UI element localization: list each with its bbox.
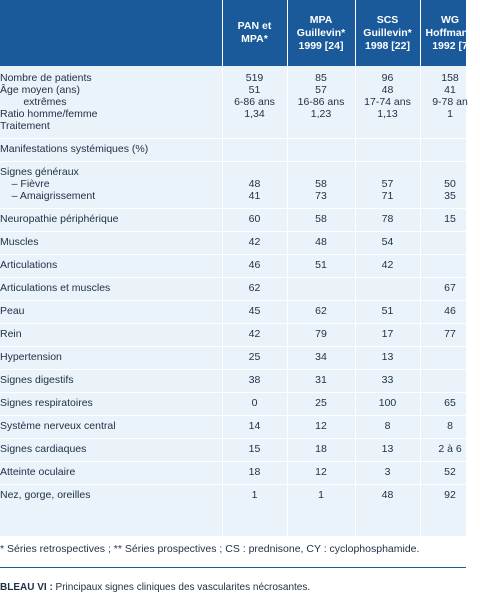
row-divider	[0, 461, 466, 462]
row-divider	[0, 231, 466, 232]
row-label: Manifestations systémiques (%)	[0, 143, 149, 155]
cell-wg: 8	[447, 420, 453, 432]
table-row	[0, 443, 466, 455]
cell-scs: 1,13	[377, 108, 398, 120]
table-row	[0, 305, 466, 317]
table-row	[0, 466, 466, 478]
table-row	[0, 282, 466, 294]
cell-wg: 2 à 6	[438, 443, 462, 455]
cell-wg: 50	[444, 178, 456, 190]
cell-scs: 8	[384, 420, 391, 432]
table-row	[0, 84, 466, 96]
row-label: Nez, gorge, oreilles	[0, 489, 91, 501]
table-row	[0, 120, 466, 132]
cell-pan: 42	[248, 236, 261, 248]
row-label: Signes généraux	[0, 166, 79, 178]
table-row	[0, 397, 466, 409]
cell-pan: 15	[248, 443, 261, 455]
cell-wg: 15	[444, 213, 456, 225]
table-row	[0, 259, 466, 271]
row-label: Signes respiratoires	[0, 397, 93, 409]
cell-scs: 17	[381, 328, 394, 340]
cell-wg: 92	[444, 489, 456, 501]
cell-pan: 0	[251, 397, 258, 409]
cell-mpa: 31	[315, 374, 327, 386]
cell-wg: 41	[444, 84, 456, 96]
cell-scs: 78	[381, 213, 394, 225]
cell-wg: 65	[444, 397, 456, 409]
row-label: Ratio homme/femme	[0, 108, 98, 120]
cell-mpa: 58	[315, 213, 327, 225]
cell-mpa: 1,23	[310, 108, 332, 120]
column-header-scs: SCS Guillevin* 1998 [22]	[363, 13, 412, 52]
row-label: Rein	[0, 328, 22, 340]
row-label: – Fièvre	[0, 178, 50, 190]
row-label: Peau	[0, 305, 25, 317]
table-row	[0, 374, 466, 386]
row-divider	[0, 208, 466, 209]
cell-pan: 45	[248, 305, 261, 317]
row-label: Hypertension	[0, 351, 62, 363]
cell-pan: 6-86 ans	[234, 96, 275, 108]
cell-pan: 46	[248, 259, 261, 271]
row-divider	[0, 484, 466, 485]
cell-mpa: 48	[315, 236, 327, 248]
cell-scs: 71	[381, 190, 394, 202]
cell-mpa: 57	[315, 84, 327, 96]
row-divider	[0, 138, 466, 139]
cell-pan: 14	[248, 420, 261, 432]
cell-scs: 96	[381, 72, 394, 84]
row-label: Nombre de patients	[0, 72, 92, 84]
table-row	[0, 166, 466, 178]
row-divider	[0, 277, 466, 278]
row-label: Atteinte oculaire	[0, 466, 76, 478]
cell-pan: 1	[251, 489, 258, 501]
cell-scs: 54	[381, 236, 394, 248]
column-header-wg: WG Hoffmann 1992 [7	[425, 13, 475, 52]
row-label: Articulations et muscles	[0, 282, 111, 294]
table-row	[0, 489, 466, 501]
cell-scs: 100	[378, 397, 397, 409]
cell-wg: 35	[444, 190, 456, 202]
cell-scs: 42	[381, 259, 394, 271]
row-label: Âge moyen (ans)	[0, 84, 80, 96]
cell-pan: 38	[248, 374, 261, 386]
cell-wg: 77	[444, 328, 456, 340]
row-divider	[0, 369, 466, 370]
table-row	[0, 351, 466, 363]
row-divider	[0, 392, 466, 393]
cell-scs: 3	[384, 466, 391, 478]
row-label: extrêmes	[0, 96, 67, 108]
table-row	[0, 72, 466, 84]
cell-mpa: 58	[315, 178, 327, 190]
caption-label: BLEAU VI :	[0, 582, 53, 593]
row-label: Signes cardiaques	[0, 443, 87, 455]
cell-wg: 52	[444, 466, 456, 478]
table-row	[0, 420, 466, 432]
table-footnote: * Séries retrospectives ; ** Séries prospectives ; CS : prednisone, CY : cyclophosphamide.	[0, 543, 420, 555]
cell-mpa: 34	[315, 351, 327, 363]
table-row	[0, 213, 466, 225]
header-separator	[355, 0, 356, 66]
cell-pan: 18	[248, 466, 261, 478]
cell-pan: 519	[245, 72, 264, 84]
cell-mpa: 85	[315, 72, 327, 84]
row-divider	[0, 323, 466, 324]
cell-mpa: 16-86 ans	[297, 96, 345, 108]
row-divider	[0, 161, 466, 162]
cell-mpa: 12	[315, 420, 327, 432]
cell-mpa: 51	[315, 259, 327, 271]
table-row	[0, 190, 466, 202]
cell-pan: 1,34	[244, 108, 265, 120]
row-label: Système nerveux central	[0, 420, 116, 432]
cell-scs: 57	[381, 178, 394, 190]
row-divider	[0, 438, 466, 439]
cell-wg: 158	[441, 72, 459, 84]
cell-mpa: 18	[315, 443, 327, 455]
row-divider	[0, 415, 466, 416]
cell-mpa: 79	[315, 328, 327, 340]
cell-mpa: 73	[315, 190, 327, 202]
table-row	[0, 178, 466, 190]
cell-scs: 48	[381, 84, 394, 96]
row-label: Traitement	[0, 120, 50, 132]
row-label: – Amaigrissement	[0, 190, 96, 202]
cell-wg: 9-78 an	[432, 96, 468, 108]
table-row	[0, 96, 466, 108]
cell-mpa: 62	[315, 305, 327, 317]
cell-pan: 48	[248, 178, 261, 190]
row-divider	[0, 300, 466, 301]
cell-pan: 51	[248, 84, 261, 96]
row-label: Articulations	[0, 259, 58, 271]
row-label: Muscles	[0, 236, 39, 248]
row-divider	[0, 346, 466, 347]
table-row	[0, 236, 466, 248]
cell-wg: 1	[447, 108, 453, 120]
cell-scs: 33	[381, 374, 394, 386]
header-separator	[222, 0, 223, 66]
cell-pan: 41	[248, 190, 261, 202]
cell-scs: 13	[381, 443, 394, 455]
row-divider	[0, 254, 466, 255]
cell-mpa: 12	[315, 466, 327, 478]
table-row	[0, 143, 466, 155]
header-separator	[420, 0, 421, 66]
cell-scs: 51	[381, 305, 394, 317]
cell-pan: 25	[248, 351, 261, 363]
cell-wg: 46	[444, 305, 456, 317]
row-label: Neuropathie périphérique	[0, 213, 119, 225]
caption-text: Principaux signes cliniques des vascularites nécrosantes.	[52, 582, 311, 593]
row-label: Signes digestifs	[0, 374, 74, 386]
column-header-mpa: MPA Guillevin* 1999 [24]	[296, 13, 346, 52]
table-row	[0, 328, 466, 340]
cell-wg: 67	[444, 282, 456, 294]
cell-pan: 60	[248, 213, 261, 225]
column-header-pan: PAN et MPA*	[237, 20, 272, 45]
table-caption	[0, 582, 310, 593]
table-row	[0, 108, 466, 120]
caption-rule	[0, 567, 466, 568]
cell-mpa: 25	[315, 397, 327, 409]
cell-pan: 62	[248, 282, 261, 294]
cell-scs: 17-74 ans	[364, 96, 411, 108]
cell-scs: 13	[381, 351, 394, 363]
cell-mpa: 1	[318, 489, 324, 501]
cell-scs: 48	[381, 489, 394, 501]
cell-pan: 42	[248, 328, 261, 340]
header-separator	[287, 0, 288, 66]
